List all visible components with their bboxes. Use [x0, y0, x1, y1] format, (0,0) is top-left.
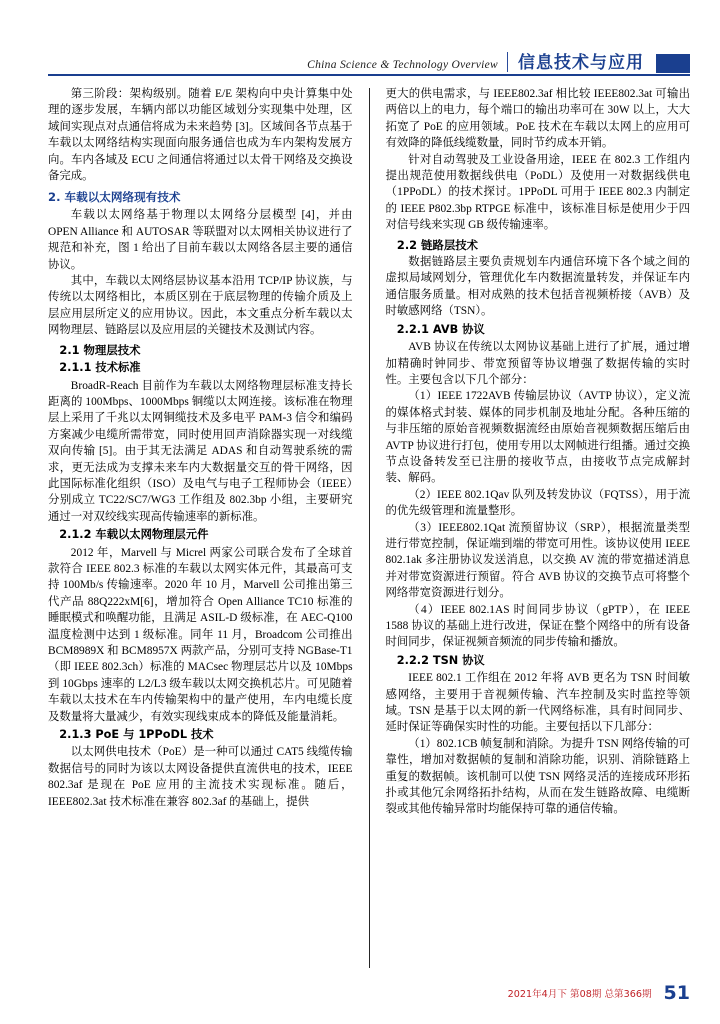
body-paragraph: 以太网供电技术（PoE）是一种可以通过 CAT5 线缆传输数据信号的同时为该以太网设备提供直流供电的技术，IEEE 802.3af 是现在 PoE 应用的主流技术实现标准。随后，IEEE802.3at 技术标准在兼容 802.3af 的基础上，提供 [48, 746, 353, 808]
subsubsection-heading: 2.1.3 PoE 与 1PPoDL 技术 [59, 728, 214, 742]
column-divider [369, 88, 370, 968]
body-paragraph: AVB 协议在传统以太网协议基础上进行了扩展，通过增加精确时钟同步、带宽预留等协议增强了数据传输的实时性。主要包含以下几个部分： [385, 341, 690, 386]
left-column [48, 86, 369, 968]
body-paragraph: （1）802.1CB 帧复制和消除。为提升 TSN 网络传输的可靠性，增加对数据帧的复制和消除功能，识别、消除链路上重复的数据帧。该机制可以使 TSN 网络灵活的连接成环形拓扑或其他冗余网络拓扑结构，从而在发生链路故障、电缆断裂或其他传输异常时均能保持可靠的通信传输。 [385, 737, 690, 816]
body-paragraph: IEEE 802.1 工作组在 2012 年将 AVB 更名为 TSN 时间敏感网络，主要用于音视频传输、汽车控制及实时监控等领域。TSN 是基于以太网的新一代网络标准，具有时间同步、延时保证等确保实时性的功能。主要包括以下几部分： [385, 672, 690, 734]
body-paragraph: 2012 年，Marvell 与 Micrel 两家公司联合发布了全球首款符合 IEEE 802.3 标准的车载以太网实体元件，其最高可支持 100Mb/s 传输速率。2020 年 10 月，Marvell 公司推出第三代产品 88Q222xM[6]，增加符合 Open Alliance TC10 标准的睡眠模式和唤醒功能，且满足 ASIL-D 级标准，在 AEC-Q100 温度检测中达到 1 级标准。同年 11 月，Broadcom 公司推出 BCM8989X 和 BCM8957X 两款产品，分别可支持 NGBase-T1（即 IEEE 802.3ch）标准的 MACsec 物理层芯片以及 10Mbps 到 10Gbps 速率的 L2/L3 级车载以太网交换机芯片。可见随着车载以太技术在车内传输架构中的量产使用，车内电缆长度及数量将大量减少，有效实现线束成本的降低及能量消耗。 [48, 546, 353, 723]
header-rule [48, 74, 690, 76]
body-paragraph: 其中，车载以太网络层协议基本沿用 TCP/IP 协议族，与传统以太网络相比，本质区别在于底层物理的传输介质及上层应用层所定义的应用协议。因此，本文重点分析车载以太网物理层、链路层以及应用层的关键技术及测试内容。 [48, 275, 353, 337]
body-paragraph: 车载以太网络基于物理以太网络分层模型 [4]，并由 OPEN Alliance 和 AUTOSAR 等联盟对以太网相关协议进行了规范和补充，图 1 给出了目前车载以太网络各层主要的通信协议。 [48, 209, 353, 271]
page-header [48, 44, 690, 74]
body-paragraph: 第三阶段：架构级别。随着 E/E 架构向中央计算集中处理的逐步发展，车辆内部以功能区域划分实现集中处理，区域间实现点对点通信将成为未来趋势 [3]。区域间各节点基于车载以太网络结构实现面向服务通信也成为车内架构发展方向。车内各域及 ECU 之间通信将通过以太骨干网络及交换设备完成。 [48, 88, 353, 183]
subsection-heading: 2.1 物理层技术 [59, 342, 141, 357]
body-paragraph: （4）IEEE 802.1AS 时间同步协议（gPTP），在 IEEE 1588 协议的基础上进行改进，保证在整个网络中的所有设备时间同步，保证视频音频流的同步传输和播放。 [385, 603, 690, 649]
header-english-title: China Science & Technology Overview [307, 59, 498, 71]
body-paragraph: BroadR-Reach 目前作为车载以太网络物理层标准支持长距离的 100Mbps、1000Mbps 铜缆以太网连接。该标准在物理层上采用了千兆以太网铜缆技术及多电平 PAM-3 信令和编码方案减少电缆所需带宽，同时使用回声消除器实现一对线缆双向传输 [5]。由于其无法满足 ADAS 和自动驾驶系统的需求，更无法成为支撑未来车内大数据量交互的骨干网络，因此国际标准化组织（ISO）及电气与电子工程师协会（IEEE）分别成立 TC22/SC7/WG3 工作组及 802.3bp 小组，主要研究通过一对双绞线实现高传输速率的新标准。 [48, 379, 353, 523]
subsubsection-heading: 2.2.2 TSN 协议 [396, 653, 485, 667]
header-chinese-title: 信息技术与应用 [518, 53, 644, 73]
right-column [370, 86, 691, 968]
body-paragraph: 数据链路层主要负责规划车内通信环境下各个域之间的虚拟局域网划分，管理优化车内数据流量转发，并保证车内通信服务质量。相对成熟的技术包括音视频桥接（AVB）及时敏感网络（TSN）。 [385, 256, 690, 318]
subsubsection-heading: 2.1.2 车载以太网物理层元件 [59, 528, 209, 542]
subsubsection-heading: 2.2.1 AVB 协议 [396, 322, 485, 336]
subsubsection-heading: 2.1.1 技术标准 [59, 361, 141, 375]
body-paragraph: （1）IEEE 1722AVB 传输层协议（AVTP 协议），定义流的媒体格式封装、媒体的同步机制及地址分配。各种压缩的与非压缩的原始音视频数据流经由原始音视频数据压缩后由 AVTP 协议进行打包，使用专用以太网帧进行组播。通过交换节点设备转发至已注册的接收节点，由接收节点完成解封装、解码。 [385, 390, 690, 485]
page-number: 51 [663, 981, 690, 1004]
subsection-heading: 2.2 链路层技术 [396, 237, 478, 252]
issue-info: 2021年4月下 第08期 总第366期 [507, 989, 652, 1000]
body-paragraph: （3）IEEE802.1Qat 流预留协议（SRP），根据流量类型进行带宽控制，保证端到端的带宽可用性。该协议使用 IEEE 802.1ak 多注册协议发送消息，以交换 AV 流的带宽描述消息并对带宽资源进行预留。符合 AVB 协议的交换节点可将整个网络带宽资源进行划分。 [385, 521, 690, 600]
section-heading: 2. 车载以太网络现有技术 [48, 190, 181, 205]
header-accent-block [656, 54, 690, 73]
body-paragraph: （2）IEEE 802.1Qav 队列及转发协议（FQTSS），用于流的优先级管理和流量整形。 [385, 488, 690, 518]
body-paragraph: 更大的供电需求，与 IEEE802.3af 相比较 IEEE802.3at 可输出两倍以上的电力，每个端口的输出功率可在 30W 以上，大大拓宽了 PoE 的应用领域。PoE 技术在车载以太网上的应用可有效降的降低线缆数量，同时节约成本开销。 [385, 88, 690, 150]
body-paragraph: 针对自动驾驶及工业设备用途，IEEE 在 802.3 工作组内提出规范使用数据线供电（PoDL）及使用一对数据线供电（1PPoDL）的技术探讨。1PPoDL 可用于 IEEE 802.3 内制定的 IEEE P802.3bp RTPGE 标准中，该标准目标是使用少于四对信号线来实现 GB 级传输速率。 [385, 153, 690, 232]
page-footer [48, 980, 690, 1006]
article-body [48, 86, 690, 968]
